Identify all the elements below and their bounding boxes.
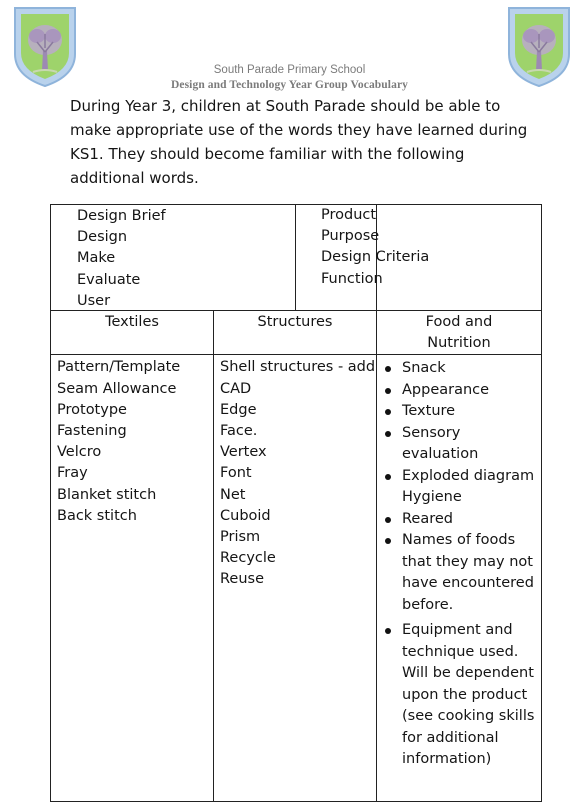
general-words-right-wrap <box>295 204 542 311</box>
structures-word-item: Vertex <box>220 444 267 461</box>
textiles-word-item: Velcro <box>57 444 102 461</box>
general-word-item: Purpose <box>321 228 380 245</box>
general-words-right-list <box>296 204 542 290</box>
structures-word-item: Face. <box>220 423 258 440</box>
bullet-icon <box>385 431 391 437</box>
general-word-item: Design Brief <box>77 208 166 224</box>
food-word-item <box>377 487 537 509</box>
food-word-item <box>377 509 537 531</box>
food-word-text: Equipment and technique used. Will be dependent upon the product (see cooking skills for additional information) <box>402 622 535 768</box>
column-header-row <box>51 311 542 355</box>
textiles-word-item: Blanket stitch <box>57 486 157 503</box>
bullet-icon <box>385 366 391 372</box>
document-subtitle: Design and Technology Year Group Vocabulary <box>170 79 409 91</box>
food-nutrition-list <box>377 358 537 771</box>
structures-word-item: Recycle <box>220 550 276 567</box>
school-name: South Parade Primary School <box>213 64 366 76</box>
food-word-text: Appearance <box>402 381 490 398</box>
header-food-nutrition: Food and Nutrition <box>377 311 542 355</box>
food-nutrition-cell <box>377 355 542 802</box>
general-word-item: Design <box>77 229 128 246</box>
header-textiles: Textiles <box>51 311 214 355</box>
textiles-word-item: Fray <box>57 465 88 482</box>
intro-paragraph: During Year 3, children at South Parade should be able to make appropriate use of the words they have learned during KS1. They should become familiar with the following additional words. <box>70 97 528 187</box>
food-word-item <box>377 620 537 771</box>
document-header <box>0 63 579 92</box>
food-word-text: Snack <box>402 360 446 377</box>
food-word-item <box>377 423 537 466</box>
structures-word-item: Edge <box>220 401 257 418</box>
general-word-item: Evaluate <box>77 271 141 288</box>
bullet-icon <box>385 628 391 634</box>
textiles-word-item: Seam Allowance <box>57 380 177 397</box>
textiles-word-item: Back stitch <box>57 507 137 524</box>
general-word-item: Design Criteria <box>321 249 430 266</box>
food-word-item <box>377 466 537 488</box>
bullet-icon <box>385 538 391 544</box>
structures-word-item: Cuboid <box>220 507 271 524</box>
structures-word-item: Prism <box>220 529 261 546</box>
structures-word-item: Net <box>220 486 246 503</box>
textiles-list <box>57 357 213 527</box>
bullet-icon <box>385 517 391 523</box>
structures-word-item: Shell structures - add <box>220 359 376 376</box>
food-word-text: Reared <box>402 510 453 527</box>
food-word-text: Names of foods that they may not have encountered before. <box>402 532 534 613</box>
food-word-item <box>377 358 537 380</box>
food-word-text: Sensory evaluation <box>402 424 479 463</box>
food-word-item <box>377 401 537 423</box>
food-word-text: Texture <box>402 403 456 420</box>
general-word-item: Function <box>321 270 383 287</box>
textiles-word-item: Fastening <box>57 423 127 440</box>
food-word-text: Hygiene <box>402 489 462 506</box>
bullet-icon <box>385 474 391 480</box>
food-word-item <box>377 380 537 402</box>
column-content-row <box>51 355 542 802</box>
header-structures: Structures <box>214 311 377 355</box>
structures-word-item: CAD <box>220 380 252 397</box>
structures-word-item: Reuse <box>220 571 265 588</box>
general-word-item: Make <box>77 250 116 267</box>
food-word-item <box>377 530 537 616</box>
general-word-item: Product <box>321 207 377 223</box>
bullet-icon <box>385 388 391 394</box>
structures-word-item: Font <box>220 465 252 482</box>
food-word-text: Exploded diagram <box>402 467 535 484</box>
textiles-word-item: Prototype <box>57 401 127 418</box>
structures-cell <box>214 355 377 802</box>
textiles-word-item: Pattern/Template <box>57 359 181 376</box>
structures-list <box>220 357 376 590</box>
general-word-item: User <box>77 292 111 309</box>
textiles-cell <box>51 355 214 802</box>
bullet-icon <box>385 409 391 415</box>
